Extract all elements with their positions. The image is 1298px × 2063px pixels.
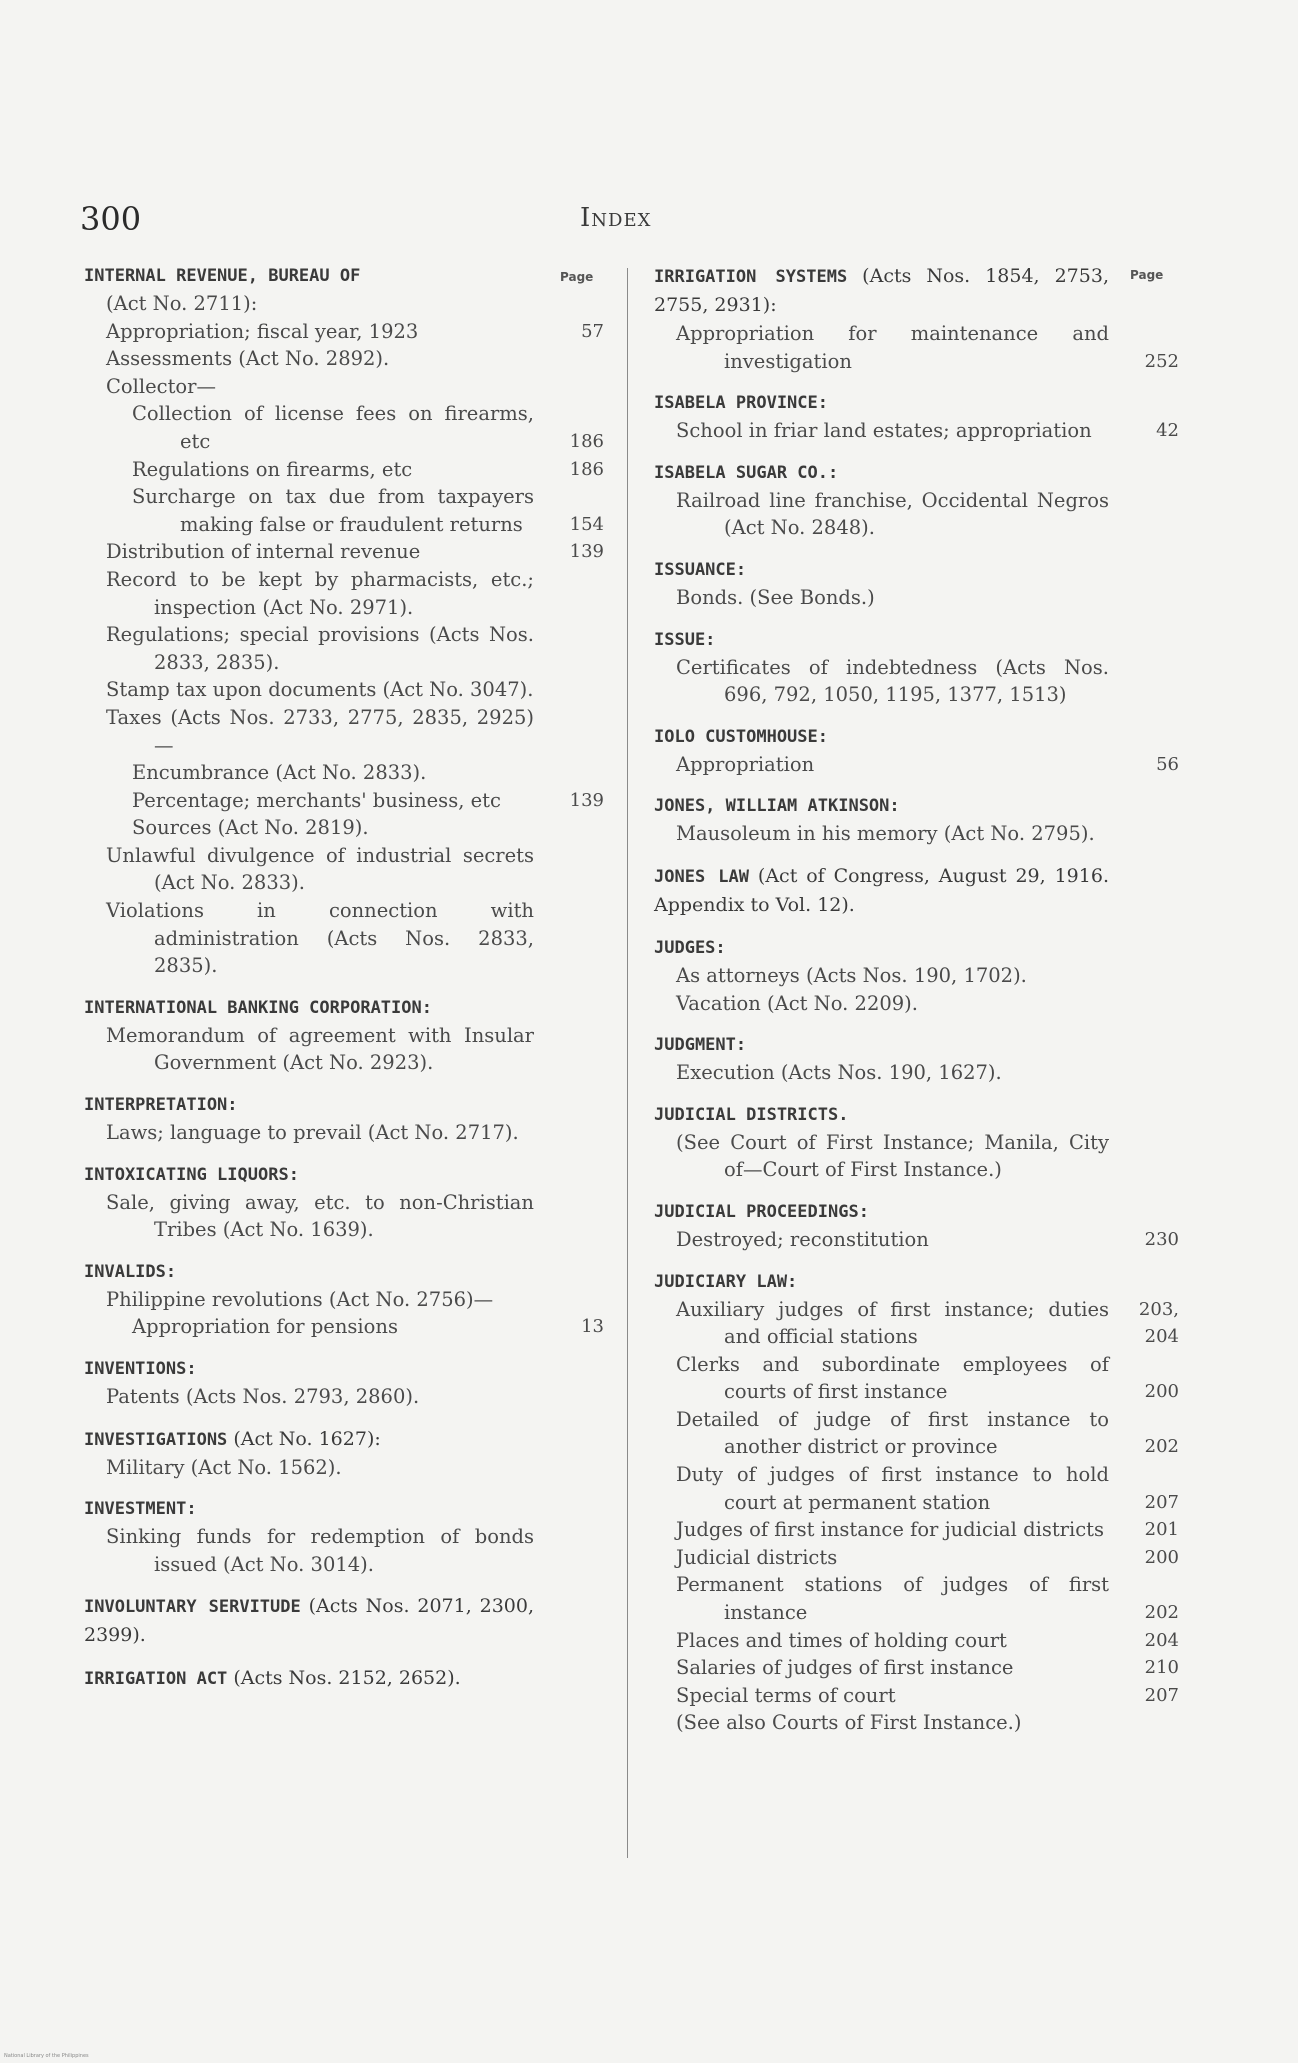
subentry-text: Bonds. (See Bonds.): [676, 585, 875, 609]
index-subentry: [654, 820, 1179, 848]
subentry-text: Assessments (Act No. 2892).: [106, 347, 390, 371]
subentry-text: Stamp tax upon documents (Act No. 3047).: [106, 678, 534, 702]
subentry-text: Surcharge on tax due from taxpayers making false or fraudulent returns: [132, 485, 534, 536]
subentry-text: (See also Courts of First Instance.): [676, 1711, 1022, 1735]
subentry-text: Special terms of court: [676, 1683, 896, 1707]
index-subentry: [84, 290, 604, 318]
index-subentry: [84, 373, 604, 401]
index-entry: [84, 994, 604, 1077]
index-subentry: [654, 1516, 1179, 1544]
index-entry: [84, 1495, 604, 1578]
entry-heading-text: IOLO CUSTOMHOUSE:: [654, 726, 828, 747]
entry-heading-text: INTERNAL REVENUE, BUREAU OF: [84, 266, 361, 286]
index-subentry: [654, 584, 1179, 612]
entry-heading-text: ISSUANCE:: [654, 559, 747, 580]
subentry-text: Certificates of indebtedness (Acts Nos. 696, 792, 1050, 1195, 1377, 1513): [676, 655, 1109, 707]
index-entry: [654, 792, 1179, 848]
page-reference: 57: [581, 320, 604, 342]
subentry-text: Collection of license fees on firearms, etc: [132, 402, 534, 453]
entry-heading: [654, 862, 1179, 920]
index-subentry: [654, 654, 1179, 709]
entry-heading-text: ISABELA SUGAR CO.:: [654, 462, 839, 483]
entry-heading-extra: (Acts Nos. 2071, 2300, 2399).: [84, 1595, 534, 1647]
subentry-text: Vacation (Act No. 2209).: [676, 991, 918, 1015]
page-reference: 207: [1144, 1684, 1179, 1706]
subentry-text: Taxes (Acts Nos. 2733, 2775, 2835, 2925)—: [106, 705, 534, 757]
index-subentry: [84, 1189, 604, 1244]
subentry-text: Appropriation for pensions: [132, 1315, 398, 1339]
index-subentry: [84, 814, 604, 842]
index-entry: [654, 556, 1179, 612]
entry-heading: [84, 1592, 604, 1650]
index-subentry: [654, 417, 1179, 445]
index-subentry: [84, 1022, 604, 1077]
page-reference: 202: [1144, 1436, 1179, 1458]
index-entry: [84, 262, 604, 980]
subentry-text: Mausoleum in his memory (Act No. 2795).: [676, 822, 1095, 846]
entry-heading-text: ISABELA PROVINCE:: [654, 393, 828, 414]
entry-heading: [654, 792, 1179, 820]
subentry-text: Military (Act No. 1562).: [106, 1455, 342, 1479]
subentry-text: Clerks and subordinate employees of courts of first instance: [676, 1352, 1109, 1404]
index-subentry: [654, 1627, 1179, 1655]
subentry-text: Appropriation: [676, 752, 815, 776]
entry-heading-text: JONES LAW: [654, 866, 749, 887]
subentry-text: (Act No. 2711):: [106, 292, 258, 315]
subentry-text: Judicial districts: [676, 1545, 838, 1569]
index-entry: [654, 1031, 1179, 1087]
entry-heading-text: JUDICIARY LAW:: [654, 1271, 798, 1292]
entry-heading-extra: (Acts Nos. 1854, 2753, 2755, 2931):: [654, 265, 1109, 316]
entry-heading: [84, 262, 604, 290]
index-entry: [654, 862, 1179, 920]
page-reference: 186: [569, 430, 604, 452]
index-subentry: [84, 759, 604, 787]
entry-heading: [84, 1258, 604, 1286]
entry-heading: [84, 1161, 604, 1189]
subentry-text: Auxiliary judges of first instance; duties and official stations: [676, 1297, 1109, 1349]
index-subentry: [84, 538, 604, 566]
index-subentry: [84, 787, 604, 815]
entry-heading-text: INVALIDS:: [84, 1261, 177, 1282]
index-entry: [654, 723, 1179, 779]
page-reference: 13: [581, 1316, 604, 1338]
index-subentry: [84, 456, 604, 484]
entry-heading-text: INTERNATIONAL BANKING CORPORATION:: [84, 997, 432, 1018]
page-reference: 139: [569, 541, 604, 563]
subentry-text: Sources (Act No. 2819).: [132, 816, 369, 840]
index-subentry: [654, 1406, 1179, 1461]
index-entry: [84, 1258, 604, 1341]
page-reference: 210: [1144, 1657, 1179, 1679]
entry-heading-extra: (Act of Congress, August 29, 1916. Appendix to Vol. 12).: [654, 864, 1109, 916]
entry-heading: [654, 459, 1179, 487]
index-subentry: [84, 1454, 604, 1482]
index-entry: [84, 1091, 604, 1147]
entry-heading-text: INVESTIGATIONS: [84, 1429, 228, 1450]
left-column: [84, 262, 604, 1707]
entry-heading-text: INTERPRETATION:: [84, 1095, 238, 1116]
entry-heading: [84, 1495, 604, 1523]
index-subentry: [84, 483, 604, 538]
index-entry: [654, 1198, 1179, 1254]
entry-heading: [654, 1198, 1179, 1226]
index-entry: [84, 1592, 604, 1650]
footer-note: National Library of the Philippines: [4, 2053, 89, 2059]
page-reference: 56: [1156, 753, 1179, 775]
index-subentry: [654, 320, 1179, 375]
subentry-text: Memorandum of agreement with Insular Government (Act No. 2923).: [106, 1023, 534, 1075]
subentry-text: Places and times of holding court: [676, 1628, 1007, 1652]
entry-heading-text: INVENTIONS:: [84, 1359, 197, 1379]
entry-heading: [654, 626, 1179, 654]
subentry-text: Record to be kept by pharmacists, etc.; inspection (Act No. 2971).: [106, 567, 534, 619]
index-subentry: [84, 621, 604, 676]
subentry-text: As attorneys (Acts Nos. 190, 1702).: [676, 963, 1027, 987]
page-reference: 200: [1144, 1381, 1179, 1403]
index-subentry: [654, 487, 1179, 542]
index-subentry: [84, 1119, 604, 1147]
page-reference: 252: [1144, 350, 1179, 372]
index-entry: [654, 262, 1179, 375]
index-entry: [654, 459, 1179, 542]
index-subentry: [654, 751, 1179, 779]
index-entry: [654, 626, 1179, 709]
entry-heading-text: INTOXICATING LIQUORS:: [84, 1164, 299, 1185]
index-subentry: [84, 1286, 604, 1314]
index-subentry: [654, 1709, 1179, 1737]
entry-heading-extra: (Act No. 1627):: [227, 1427, 381, 1450]
entry-heading: [654, 723, 1179, 751]
subentry-text: Appropriation; fiscal year, 1923: [106, 319, 419, 343]
page-reference: 207: [1144, 1491, 1179, 1513]
subentry-text: Execution (Acts Nos. 190, 1627).: [676, 1061, 1002, 1085]
page-reference: 42: [1156, 420, 1179, 442]
entry-heading: [84, 1355, 604, 1383]
subentry-text: Destroyed; reconstitution: [676, 1227, 929, 1251]
subentry-text: Laws; language to prevail (Act No. 2717).: [106, 1121, 519, 1145]
subentry-text: Collector—: [106, 374, 216, 398]
page-reference: 202: [1144, 1602, 1179, 1624]
index-subentry: [654, 1571, 1179, 1626]
page-number: 300: [80, 200, 142, 238]
index-subentry: [654, 1654, 1179, 1682]
index-subentry: [84, 318, 604, 346]
index-subentry: [84, 1383, 604, 1411]
index-subentry: [654, 1682, 1179, 1710]
index-subentry: [654, 1544, 1179, 1572]
entry-heading-text: JUDGMENT:: [654, 1035, 747, 1056]
index-subentry: [84, 400, 604, 455]
subentry-text: Patents (Acts Nos. 2793, 2860).: [106, 1385, 420, 1408]
entry-heading-text: JUDICIAL PROCEEDINGS:: [654, 1201, 869, 1222]
index-entry: [84, 1664, 604, 1693]
subentry-text: Distribution of internal revenue: [106, 540, 421, 564]
entry-heading-text: ISSUE:: [654, 629, 716, 650]
entry-heading: [84, 1664, 604, 1693]
entry-heading: [654, 1268, 1179, 1296]
subentry-text: Unlawful divulgence of industrial secrets (Act No. 2833).: [106, 843, 534, 895]
index-subentry: [84, 676, 604, 704]
page-title: Index: [580, 203, 652, 233]
entry-heading-text: INVESTMENT:: [84, 1499, 197, 1520]
entry-heading: [654, 934, 1179, 962]
index-entry: [654, 1101, 1179, 1184]
entry-heading: [654, 262, 1179, 320]
subentry-text: Percentage; merchants' business, etc: [132, 788, 501, 812]
entry-heading: [654, 1101, 1179, 1129]
entry-heading: [84, 1425, 604, 1454]
subentry-text: (See Court of First Instance; Manila, City of—Court of First Instance.): [676, 1130, 1109, 1182]
entry-heading-extra: (Acts Nos. 2152, 2652).: [227, 1667, 461, 1690]
index-subentry: [654, 1226, 1179, 1254]
subentry-text: Regulations; special provisions (Acts Nos. 2833, 2835).: [106, 623, 534, 674]
index-subentry: [84, 897, 604, 980]
page-reference: 201: [1144, 1519, 1179, 1541]
index-subentry: [84, 704, 604, 759]
index-entry: [654, 389, 1179, 445]
entry-heading-text: IRRIGATION SYSTEMS: [654, 267, 848, 287]
subentry-text: Permanent stations of judges of first instance: [676, 1573, 1109, 1625]
subentry-text: School in friar land estates; appropriation: [676, 419, 1092, 443]
index-entry: [84, 1425, 604, 1482]
subentry-text: Sinking funds for redemption of bonds issued (Act No. 3014).: [106, 1525, 534, 1576]
index-subentry: [84, 1313, 604, 1341]
entry-heading-text: INVOLUNTARY SERVITUDE: [84, 1597, 301, 1618]
subentry-text: Duty of judges of first instance to hold court at permanent station: [676, 1463, 1109, 1514]
page-reference: 200: [1144, 1546, 1179, 1568]
index-entry: [84, 1355, 604, 1411]
index-entry: [654, 934, 1179, 1017]
page-reference: 186: [569, 458, 604, 480]
subentry-text: Philippine revolutions (Act No. 2756)—: [106, 1287, 494, 1311]
index-entry: [654, 1268, 1179, 1738]
index-subentry: [654, 1059, 1179, 1087]
subentry-text: Regulations on firearms, etc: [132, 457, 413, 481]
entry-heading-text: JUDICIAL DISTRICTS.: [654, 1104, 849, 1125]
entry-heading: [654, 389, 1179, 417]
index-subentry: [654, 1129, 1179, 1184]
page-reference: 230: [1144, 1228, 1179, 1250]
index-subentry: [84, 1523, 604, 1578]
index-subentry: [84, 345, 604, 373]
page-reference: 154: [569, 513, 604, 535]
entry-heading: [84, 994, 604, 1022]
page-reference: 139: [569, 789, 604, 811]
subentry-text: Sale, giving away, etc. to non-Christian Tribes (Act No. 1639).: [106, 1190, 534, 1242]
column-divider: [627, 268, 628, 1858]
subentry-text: Detailed of judge of first instance to another district or province: [676, 1407, 1109, 1459]
subentry-text: Encumbrance (Act No. 2833).: [132, 761, 427, 785]
index-subentry: [654, 1461, 1179, 1516]
index-subentry: [84, 842, 604, 897]
index-subentry: [654, 1296, 1179, 1351]
index-entry: [84, 1161, 604, 1244]
page-reference: 203, 204: [1138, 1298, 1179, 1348]
subentry-text: Violations in connection with administration (Acts Nos. 2833, 2835).: [106, 899, 534, 978]
entry-heading-text: JUDGES:: [654, 937, 726, 958]
index-subentry: [654, 962, 1179, 990]
subentry-text: Judges of first instance for judicial districts: [676, 1518, 1105, 1542]
index-subentry: [654, 990, 1179, 1018]
entry-heading: [654, 1031, 1179, 1059]
index-subentry: [84, 566, 604, 621]
subentry-text: Appropriation for maintenance and investigation: [676, 322, 1109, 373]
page-reference: 204: [1144, 1629, 1179, 1651]
right-column: [654, 262, 1179, 1751]
entry-heading-text: IRRIGATION ACT: [84, 1669, 228, 1690]
subentry-text: Salaries of judges of first instance: [676, 1656, 1014, 1680]
subentry-text: Railroad line franchise, Occidental Negros (Act No. 2848).: [676, 488, 1109, 540]
entry-heading-text: JONES, WILLIAM ATKINSON:: [654, 796, 900, 817]
index-subentry: [654, 1351, 1179, 1406]
entry-heading: [654, 556, 1179, 584]
entry-heading: [84, 1091, 604, 1119]
left-page-column-label: Page: [560, 270, 594, 284]
right-page-column-label: Page: [1130, 268, 1164, 282]
